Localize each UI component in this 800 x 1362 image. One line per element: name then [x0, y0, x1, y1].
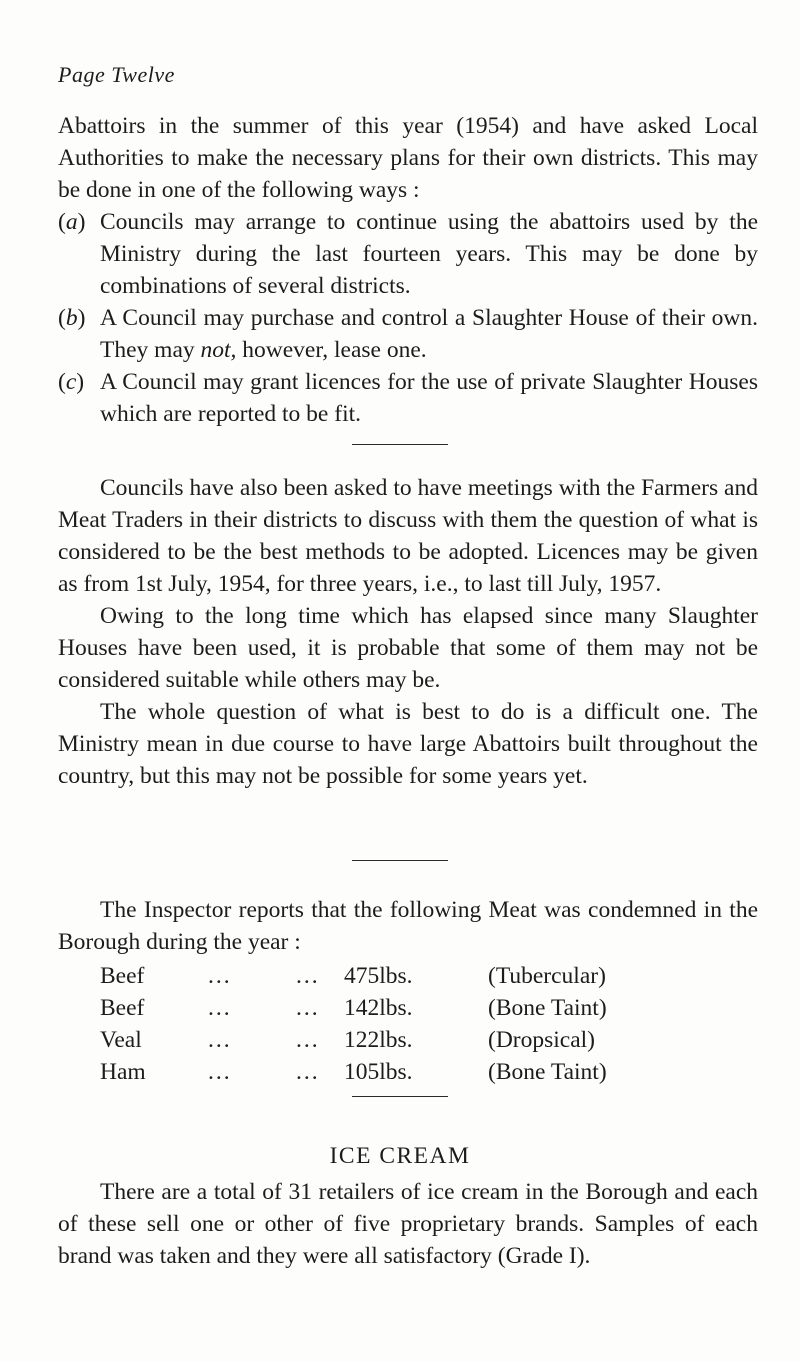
leader-dots: ... [208, 995, 232, 1021]
section-ice-cream [58, 1176, 758, 1272]
leader-dots: ... [296, 963, 320, 989]
section-divider [352, 860, 448, 861]
option-b [58, 302, 758, 366]
section-licences [58, 472, 758, 792]
meat-reason: (Bone Taint) [488, 1059, 607, 1085]
meat-weight: 105lbs. [344, 1059, 413, 1085]
section-divider [352, 1096, 448, 1097]
leader-dots: ... [208, 963, 232, 989]
section-meat-condemned [58, 894, 758, 958]
meat-table [100, 960, 660, 1088]
table-row [100, 1056, 660, 1088]
meat-weight: 475lbs. [344, 963, 413, 989]
meat-item: Beef [100, 995, 145, 1021]
leader-dots: ... [296, 995, 320, 1021]
option-c [58, 366, 758, 430]
meat-intro: The Inspector reports that the following Meat was condemned in the Borough during the year : [58, 897, 758, 955]
meat-reason: (Tubercular) [488, 963, 606, 989]
paragraph: Councils have also been asked to have meetings with the Farmers and Meat Traders in their districts to discuss with them the question of what is considered to be the best methods to be adopted. Licences may be given as from 1st July, 1954, for three years, i.e., to last till July, 1957. [58, 475, 758, 597]
paragraph: There are a total of 31 retailers of ice cream in the Borough and each of these sell one or other of five proprietary brands. Samples of each brand was taken and they were all satisfactory (Grade I). [58, 1179, 758, 1269]
option-a [58, 206, 758, 302]
leader-dots: ... [296, 1027, 320, 1053]
leader-dots: ... [296, 1059, 320, 1085]
paragraph: The whole question of what is best to do is a difficult one. The Ministry mean in due course to have large Abattoirs built throughout the country, but this may not be possible for some years yet. [58, 699, 758, 789]
option-marker: (b) [58, 305, 86, 331]
meat-item: Beef [100, 963, 145, 989]
table-row [100, 992, 660, 1024]
meat-item: Ham [100, 1059, 146, 1085]
table-row [100, 960, 660, 992]
option-marker: (c) [58, 369, 85, 395]
option-text: Councils may arrange to continue using the abattoirs used by the Ministry during the last fourteen years. This may be done by combinations of several districts. [100, 209, 758, 299]
leader-dots: ... [208, 1059, 232, 1085]
intro-paragraph: Abattoirs in the summer of this year (1954) and have asked Local Authorities to make the necessary plans for their own districts. This may be done in one of the following ways : [58, 113, 758, 203]
paragraph: Owing to the long time which has elapsed since many Slaughter Houses have been used, it is probable that some of them may not be considered suitable while others may be. [58, 603, 758, 693]
section-divider [352, 444, 448, 445]
option-marker: (a) [58, 209, 86, 235]
section-abattoirs-options [58, 110, 758, 430]
meat-weight: 142lbs. [344, 995, 413, 1021]
table-row [100, 1024, 660, 1056]
leader-dots: ... [208, 1027, 232, 1053]
option-text: A Council may grant licences for the use of private Slaughter Houses which are reported to be fit. [100, 369, 758, 427]
meat-reason: (Dropsical) [488, 1027, 596, 1053]
option-text: A Council may purchase and control a Slaughter House of their own. They may not, however, lease one. [100, 305, 758, 363]
emphasis-not: not, [200, 337, 237, 363]
meat-item: Veal [100, 1027, 142, 1053]
section-heading-ice-cream: ICE CREAM [329, 1143, 471, 1169]
running-head: Page Twelve [58, 62, 175, 87]
meat-reason: (Bone Taint) [488, 995, 607, 1021]
meat-weight: 122lbs. [344, 1027, 413, 1053]
